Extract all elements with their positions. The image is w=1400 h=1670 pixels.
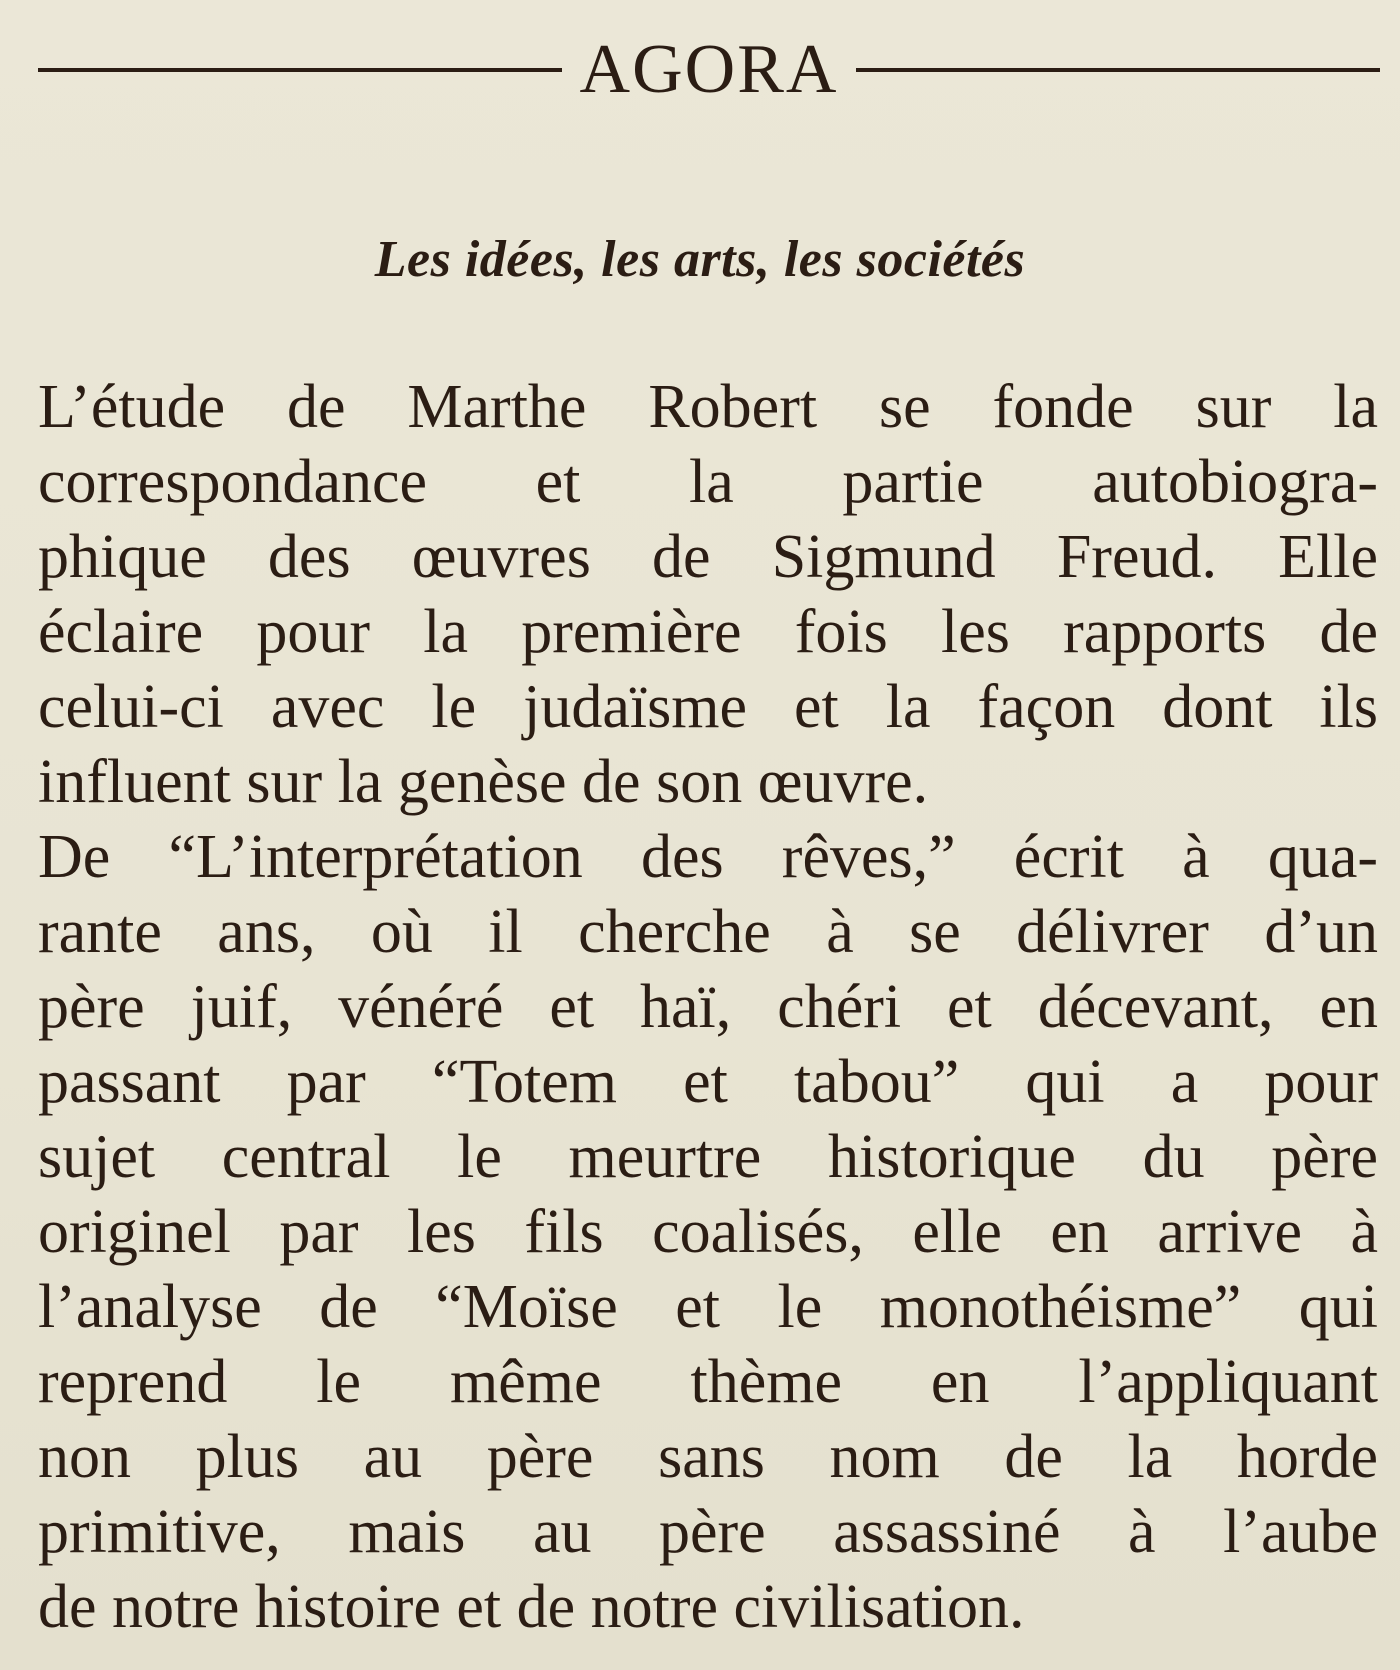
blurb-text: [38, 370, 1378, 1645]
masthead-rule-right: [856, 68, 1380, 72]
blurb-line: éclaire pour la première fois les rapports de: [38, 598, 1378, 666]
blurb-line: De “L’interprétation des rêves,” écrit à qua-: [38, 823, 1378, 891]
blurb-line: phique des œuvres de Sigmund Freud. Elle: [38, 523, 1378, 591]
masthead: [38, 30, 1380, 110]
blurb-line: passant par “Totem et tabou” qui a pour: [38, 1048, 1378, 1116]
blurb-line: primitive, mais au père assassiné à l’aube: [38, 1498, 1378, 1566]
blurb-line: reprend le même thème en l’appliquant: [38, 1348, 1378, 1416]
collection-logo: AGORA: [579, 31, 839, 108]
blurb-line: non plus au père sans nom de la horde: [38, 1423, 1378, 1491]
blurb-line: l’analyse de “Moïse et le monothéisme” qui: [38, 1273, 1378, 1341]
blurb-line: rante ans, où il cherche à se délivrer d’un: [38, 898, 1378, 966]
blurb-line: correspondance et la partie autobiogra-: [38, 448, 1378, 516]
collection-subtitle: Les idées, les arts, les sociétés: [374, 231, 1026, 288]
blurb-line: influent sur la genèse de son œuvre.: [38, 748, 929, 816]
blurb-line: de notre histoire et de notre civilisation.: [38, 1573, 1025, 1641]
blurb-line: celui-ci avec le judaïsme et la façon dont ils: [38, 673, 1378, 741]
blurb-line: originel par les fils coalisés, elle en arrive à: [38, 1198, 1378, 1266]
blurb-line: sujet central le meurtre historique du père: [38, 1123, 1378, 1191]
blurb-line: père juif, vénéré et haï, chéri et décevant, en: [38, 973, 1378, 1041]
masthead-rule-left: [38, 68, 562, 72]
blurb-line: L’étude de Marthe Robert se fonde sur la: [38, 373, 1378, 441]
